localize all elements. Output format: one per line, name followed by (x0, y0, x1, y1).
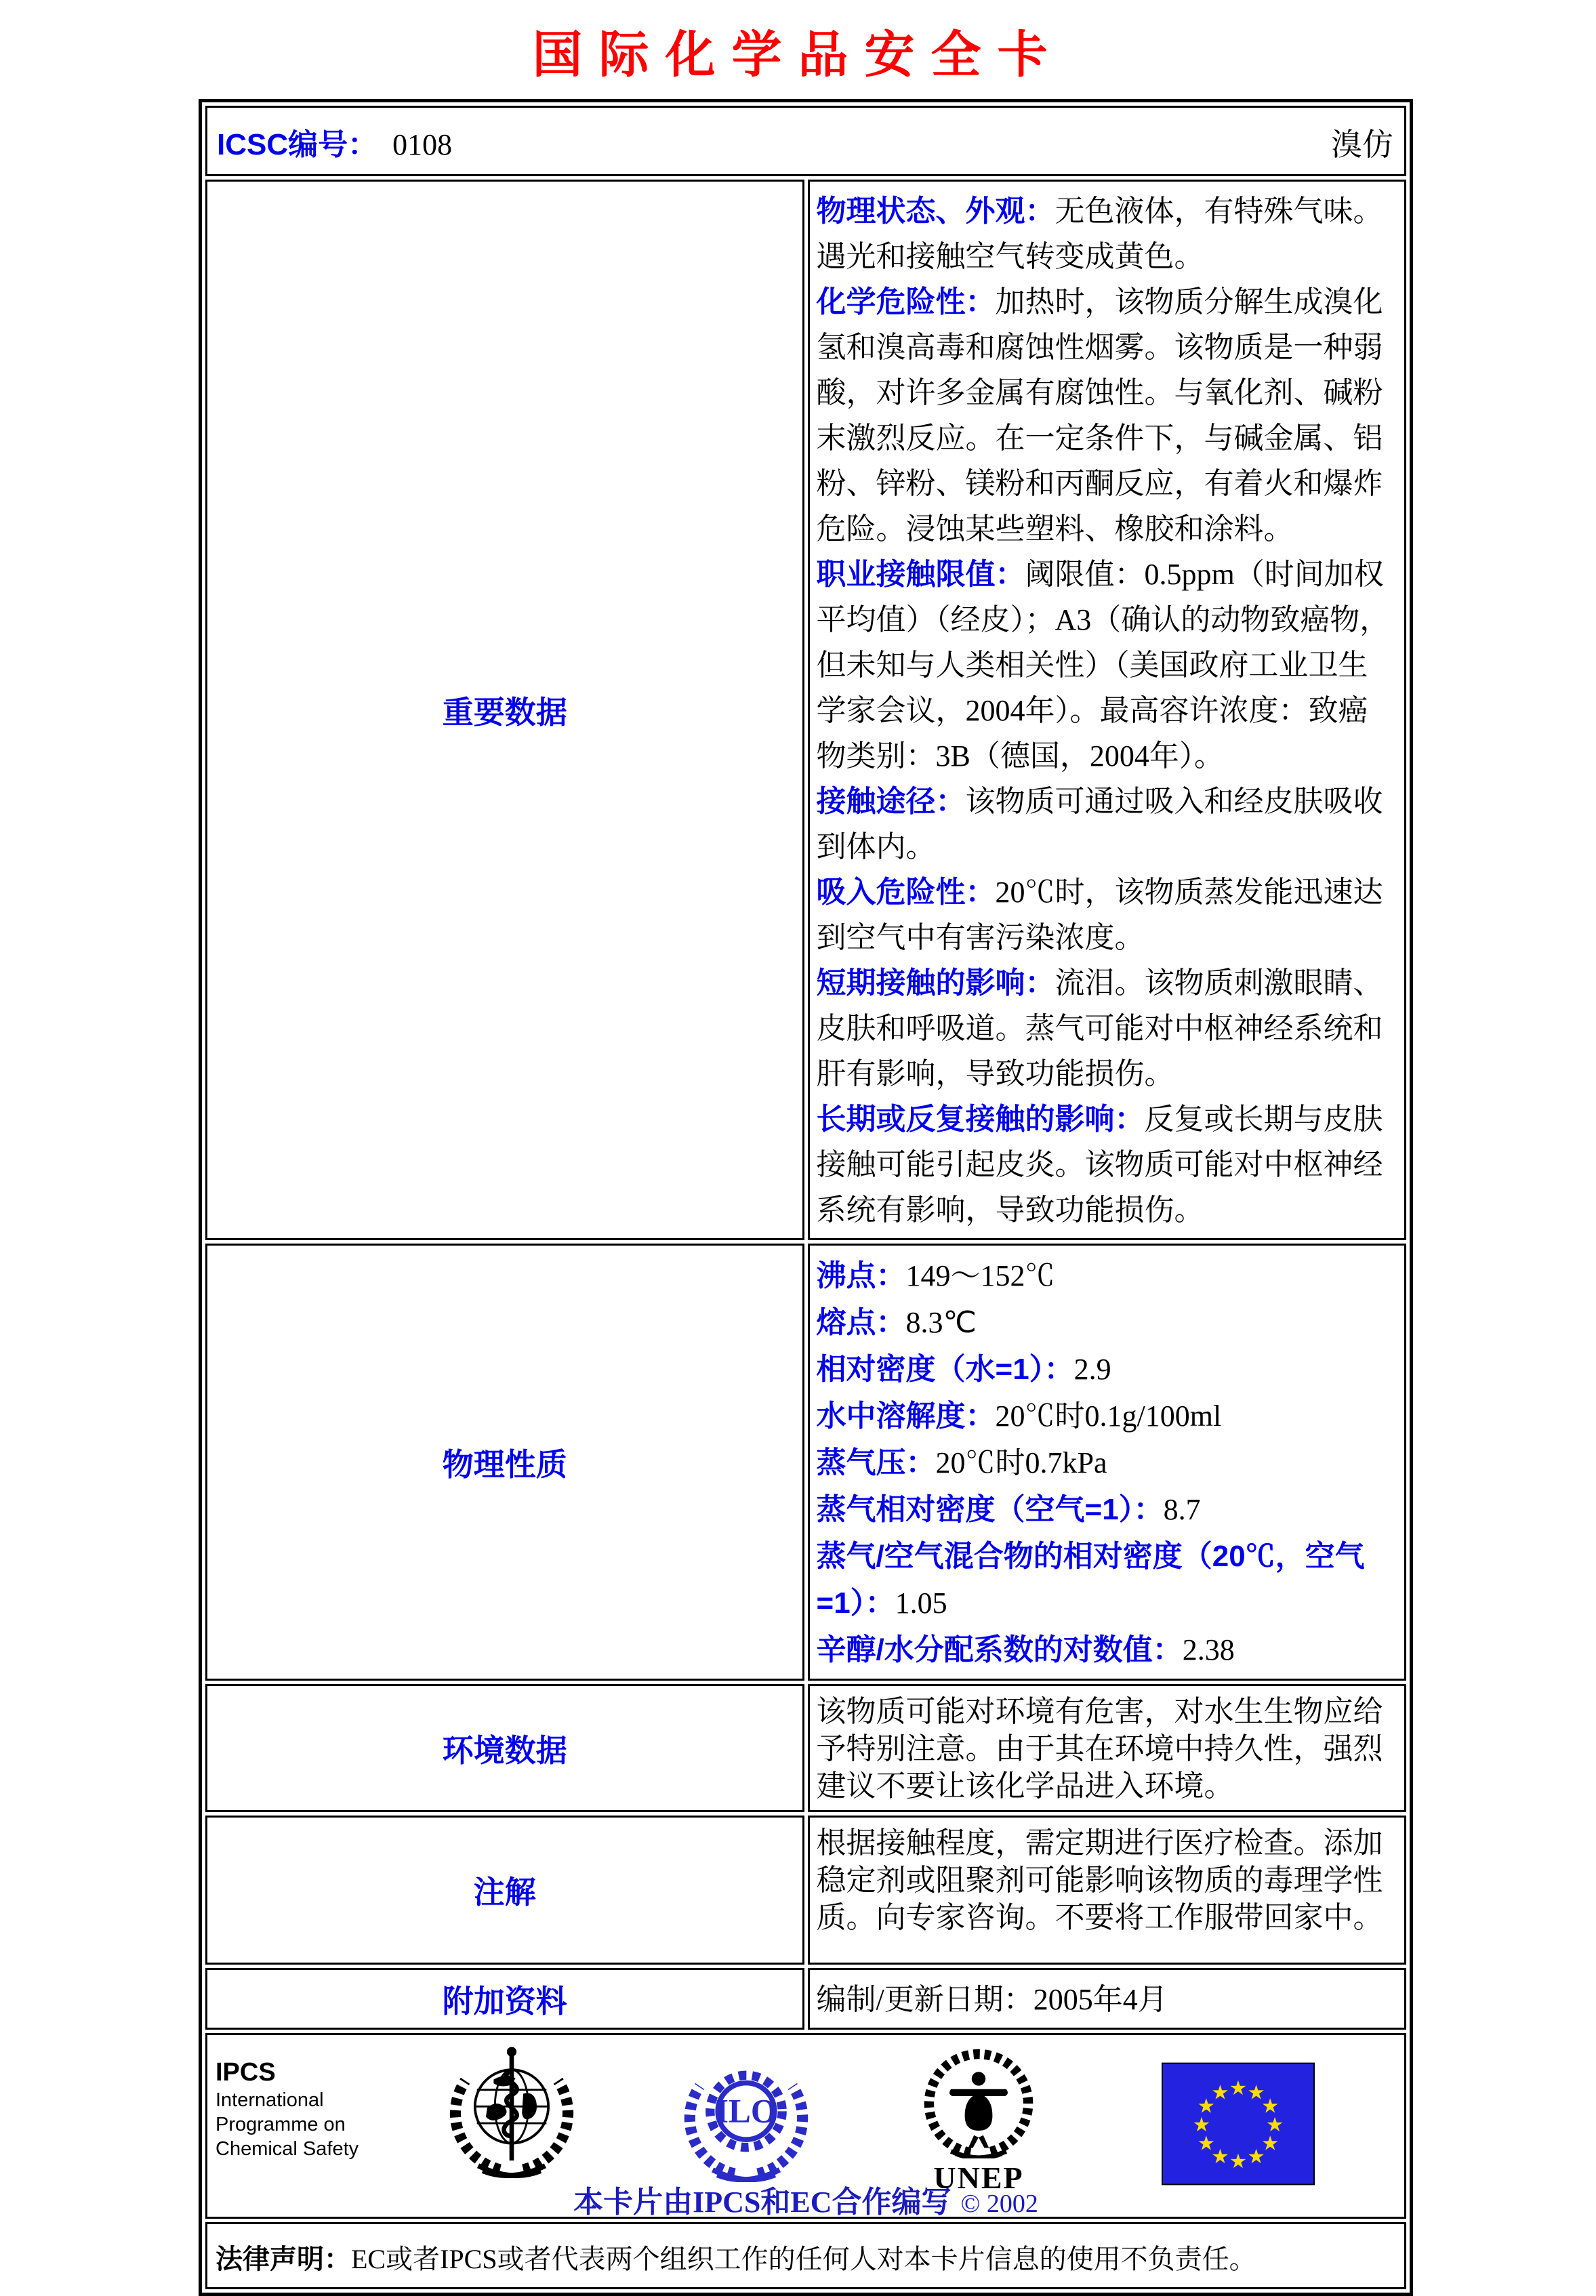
svg-text:★: ★ (1211, 2080, 1229, 2104)
svg-text:★: ★ (1197, 2131, 1216, 2155)
field-short-term-effects: 短期接触的影响：流泪。该物质刺激眼睛、皮肤和呼吸道。蒸气可能对中枢神经系统和肝有影响，导致功能损伤。 (816, 966, 1383, 1090)
environmental-data-row (205, 1684, 1406, 1812)
svg-text:★: ★ (1197, 2094, 1216, 2118)
additional-info-content: 编制/更新日期：2005年4月 (808, 1968, 1407, 2030)
unep-wordmark: UNEP (933, 2160, 1024, 2195)
svg-text:★: ★ (1192, 2112, 1211, 2136)
svg-text:★: ★ (1247, 2080, 1265, 2104)
page-title: 国际化学品安全卡 (532, 26, 1064, 83)
svg-text:★: ★ (1229, 2076, 1248, 2099)
section-label-additional-info: 附加资料 (205, 1968, 804, 2030)
field-chemical-danger: 化学危险性：加热时，该物质分解生成溴化氢和溴高毒和腐蚀性烟雾。该物质是一种弱酸，对许多金属有腐蚀性。与氧化剂、碱粉末激烈反应。在一定条件下，与碱金属、铝粉、锌粉、镁粉和丙酮反应，有着火和爆炸危险。浸蚀某些塑料、橡胶和涂料。 (816, 285, 1383, 546)
additional-info-row (205, 1968, 1406, 2030)
field-melting-point: 熔点：8.3℃ (816, 1306, 977, 1339)
svg-text:★: ★ (1247, 2144, 1265, 2168)
physical-properties-row (205, 1244, 1406, 1681)
field-physical-state: 物理状态、外观：无色液体，有特殊气味。遇光和接触空气转变成黄色。 (816, 194, 1383, 273)
logos-cell (205, 2033, 1406, 2219)
icsc-number-value: 0108 (392, 128, 453, 161)
field-occupational-limits: 职业接触限值：阈限值：0.5ppm（时间加权平均值）（经皮）；A3（确认的动物致癌物，但未知与人类相关性）（美国政府工业卫生学家会议，2004年）。最高容许浓度：致癌物类别：3B（德国，2004年）。 (816, 558, 1390, 773)
copyright-year: © 2002 (960, 2190, 1038, 2218)
section-label-environmental-data: 环境数据 (205, 1684, 804, 1812)
logos-row (205, 2033, 1406, 2219)
section-label-notes: 注解 (205, 1816, 804, 1965)
field-exposure-routes: 接触途径：该物质可通过吸入和经皮肤吸收到体内。 (816, 785, 1383, 863)
ipcs-acronym: IPCS (216, 2058, 276, 2087)
field-boiling-point: 沸点：149～152℃ (816, 1259, 1055, 1292)
eu-flag-icon (1162, 2062, 1315, 2186)
ilo-emblem-icon (682, 2050, 811, 2182)
legal-notice-label: 法律声明： (216, 2244, 351, 2274)
field-long-term-effects: 长期或反复接触的影响：反复或长期与皮肤接触可能引起皮炎。该物质可能对中枢神经系统有影响，导致功能损伤。 (816, 1103, 1383, 1227)
legal-row (205, 2222, 1406, 2289)
legal-notice-cell (205, 2222, 1406, 2289)
icsc-number-label: ICSC编号： (217, 128, 378, 161)
field-vapor-pressure: 蒸气压：20℃时0.7kPa (816, 1446, 1107, 1479)
who-emblem-icon (447, 2043, 576, 2179)
icsc-header-cell (205, 106, 1406, 176)
notes-content: 根据接触程度，需定期进行医疗检查。添加稳定剂或阻聚剂可能影响该物质的毒理学性质。向专家咨询。不要将工作服带回家中。 (808, 1816, 1407, 1965)
field-vapor-density: 蒸气相对密度（空气=1）：8.7 (816, 1493, 1201, 1526)
chemical-name: 溴仿 (1331, 127, 1393, 162)
section-label-important-data: 重要数据 (205, 180, 804, 1240)
field-water-solubility: 水中溶解度：20℃时0.1g/100ml (816, 1399, 1222, 1433)
important-data-row (205, 180, 1406, 1240)
field-octanol-water: 辛醇/水分配系数的对数值：2.38 (816, 1633, 1235, 1666)
safety-card-table (199, 99, 1413, 2296)
svg-text:★: ★ (1261, 2094, 1280, 2118)
cooperation-caption: 本卡片由IPCS和EC合作编写 © 2002 (573, 2186, 1038, 2219)
notes-row (205, 1816, 1406, 1965)
field-inhalation-risk: 吸入危险性：20℃时，该物质蒸发能迅速达到空气中有害污染浓度。 (816, 876, 1383, 954)
icsc-header-row (205, 106, 1406, 176)
field-relative-density: 相对密度（水=1）：2.9 (816, 1353, 1111, 1386)
svg-text:★: ★ (1261, 2131, 1280, 2155)
field-vapor-air-density: 蒸气/空气混合物的相对密度（20℃，空气=1）：1.05 (816, 1540, 1365, 1620)
svg-text:★: ★ (1265, 2112, 1284, 2136)
legal-notice-text: EC或者IPCS或者代表两个组织工作的任何人对本卡片信息的使用不负责任。 (351, 2244, 1256, 2274)
environmental-data-content: 该物质可能对环境有危害，对水生生物应给予特别注意。由于其在环境中持久性，强烈建议不要让该化学品进入环境。 (808, 1684, 1407, 1812)
ilo-letters: ILO (715, 2092, 777, 2130)
section-label-physical-properties: 物理性质 (205, 1244, 804, 1681)
ipcs-text-block: IPCS International Programme on Chemical Safety (216, 2058, 359, 2160)
svg-text:★: ★ (1229, 2149, 1248, 2173)
physical-properties-content (808, 1244, 1407, 1681)
unep-emblem-icon (918, 2049, 1040, 2194)
important-data-content (808, 180, 1407, 1240)
svg-text:★: ★ (1211, 2144, 1229, 2168)
